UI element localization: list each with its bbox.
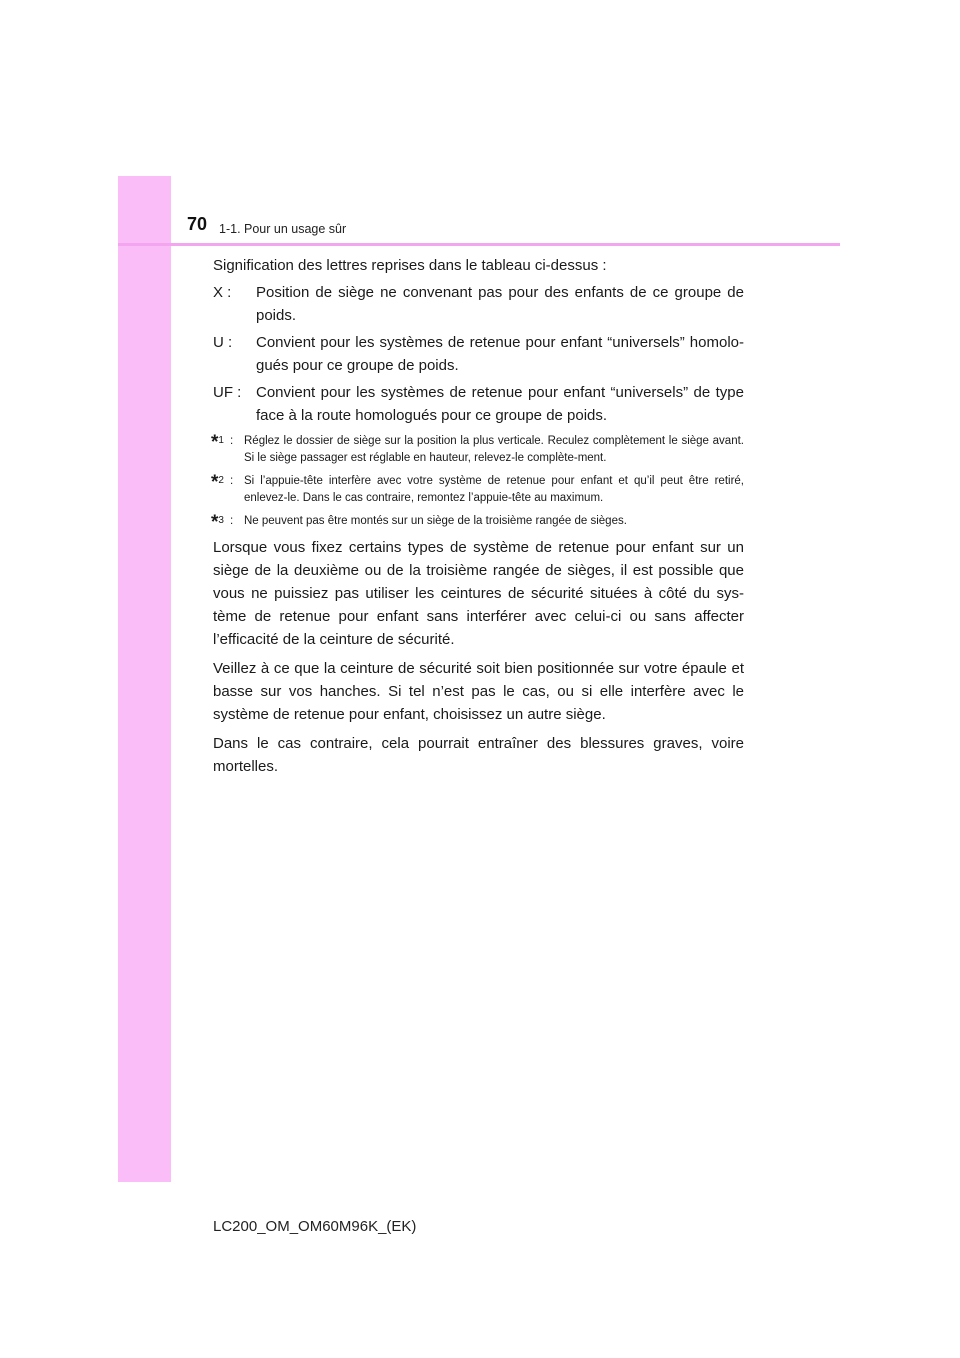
footnote-marker: *1: [211, 432, 224, 453]
definition-key: UF :: [213, 384, 242, 401]
body-paragraph: Lorsque vous fixez certains types de système de retenue pour enfant sur un siège de la deuxième ou de la troisième rangée de sièges, il est possible que vous ne puissiez pas utiliser les ceintures de sécurité situées à côté du sys-tème de retenue pour enfant sans interférer avec celui-ci ou sans affecter l’efficacité de la ceinture de sécurité.: [213, 539, 744, 648]
footnote-text: Ne peuvent pas être montés sur un siège de la troisième rangée de sièges.: [244, 515, 627, 527]
footnote: *3 : Ne peuvent pas être montés sur un siège de la troisième rangée de sièges.: [213, 513, 744, 530]
definition-text: Convient pour les systèmes de retenue pour enfant “universels” de type face à la route homologués pour ce groupe de poids.: [256, 384, 744, 424]
footnote-marker: *2: [211, 472, 224, 493]
definition-item: [213, 281, 744, 327]
side-tab: [118, 176, 171, 1182]
footnote-text: Réglez le dossier de siège sur la position la plus verticale. Reculez complètement le siège avant. Si le siège passager est réglable en hauteur, relevez-le complète-ment.: [244, 435, 744, 464]
definition-text: Position de siège ne convenant pas pour des enfants de ce groupe de poids.: [256, 284, 744, 324]
definition-key: U :: [213, 334, 233, 351]
header-rule: [118, 243, 840, 246]
definitions-intro: Signification des lettres reprises dans le tableau ci-dessus :: [213, 257, 607, 274]
definition-item: [213, 331, 744, 377]
body-paragraph: Dans le cas contraire, cela pourrait entraîner des blessures graves, voire mortelles.: [213, 735, 744, 775]
page-number: 70: [187, 214, 208, 234]
definition-item: [213, 381, 744, 427]
body-paragraph: Veillez à ce que la ceinture de sécurité soit bien positionnée sur votre épaule et basse sur vos hanches. Si tel n’est pas le cas, ou si elle interfère avec le système de retenue pour enfant, choisissez un autre siège.: [213, 660, 744, 723]
definition-key: X :: [213, 284, 232, 301]
footnote: *1 : Réglez le dossier de siège sur la position la plus verticale. Reculez complètement le siège avant. Si le siège passager est réglable en hauteur, relevez-le complète-ment.: [213, 433, 744, 467]
footnote-marker: *3: [211, 512, 224, 533]
footnote-text: Si l’appuie-tête interfère avec votre système de retenue pour enfant et qu’il peut être retiré, enlevez-le. Dans le cas contraire, remontez l’appuie-tête au maximum.: [244, 475, 744, 504]
definition-text: Convient pour les systèmes de retenue pour enfant “universels” homolo-gués pour ce groupe de poids.: [256, 334, 744, 374]
main-content: [213, 254, 744, 782]
document-code: LC200_OM_OM60M96K_(EK): [213, 1218, 417, 1235]
section-title: 1-1. Pour un usage sûr: [219, 222, 347, 236]
footnote: *2 : Si l’appuie-tête interfère avec votre système de retenue pour enfant et qu’il peut être retiré, enlevez-le. Dans le cas contraire, remontez l’appuie-tête au maximum.: [213, 473, 744, 507]
footnotes: [211, 432, 744, 533]
